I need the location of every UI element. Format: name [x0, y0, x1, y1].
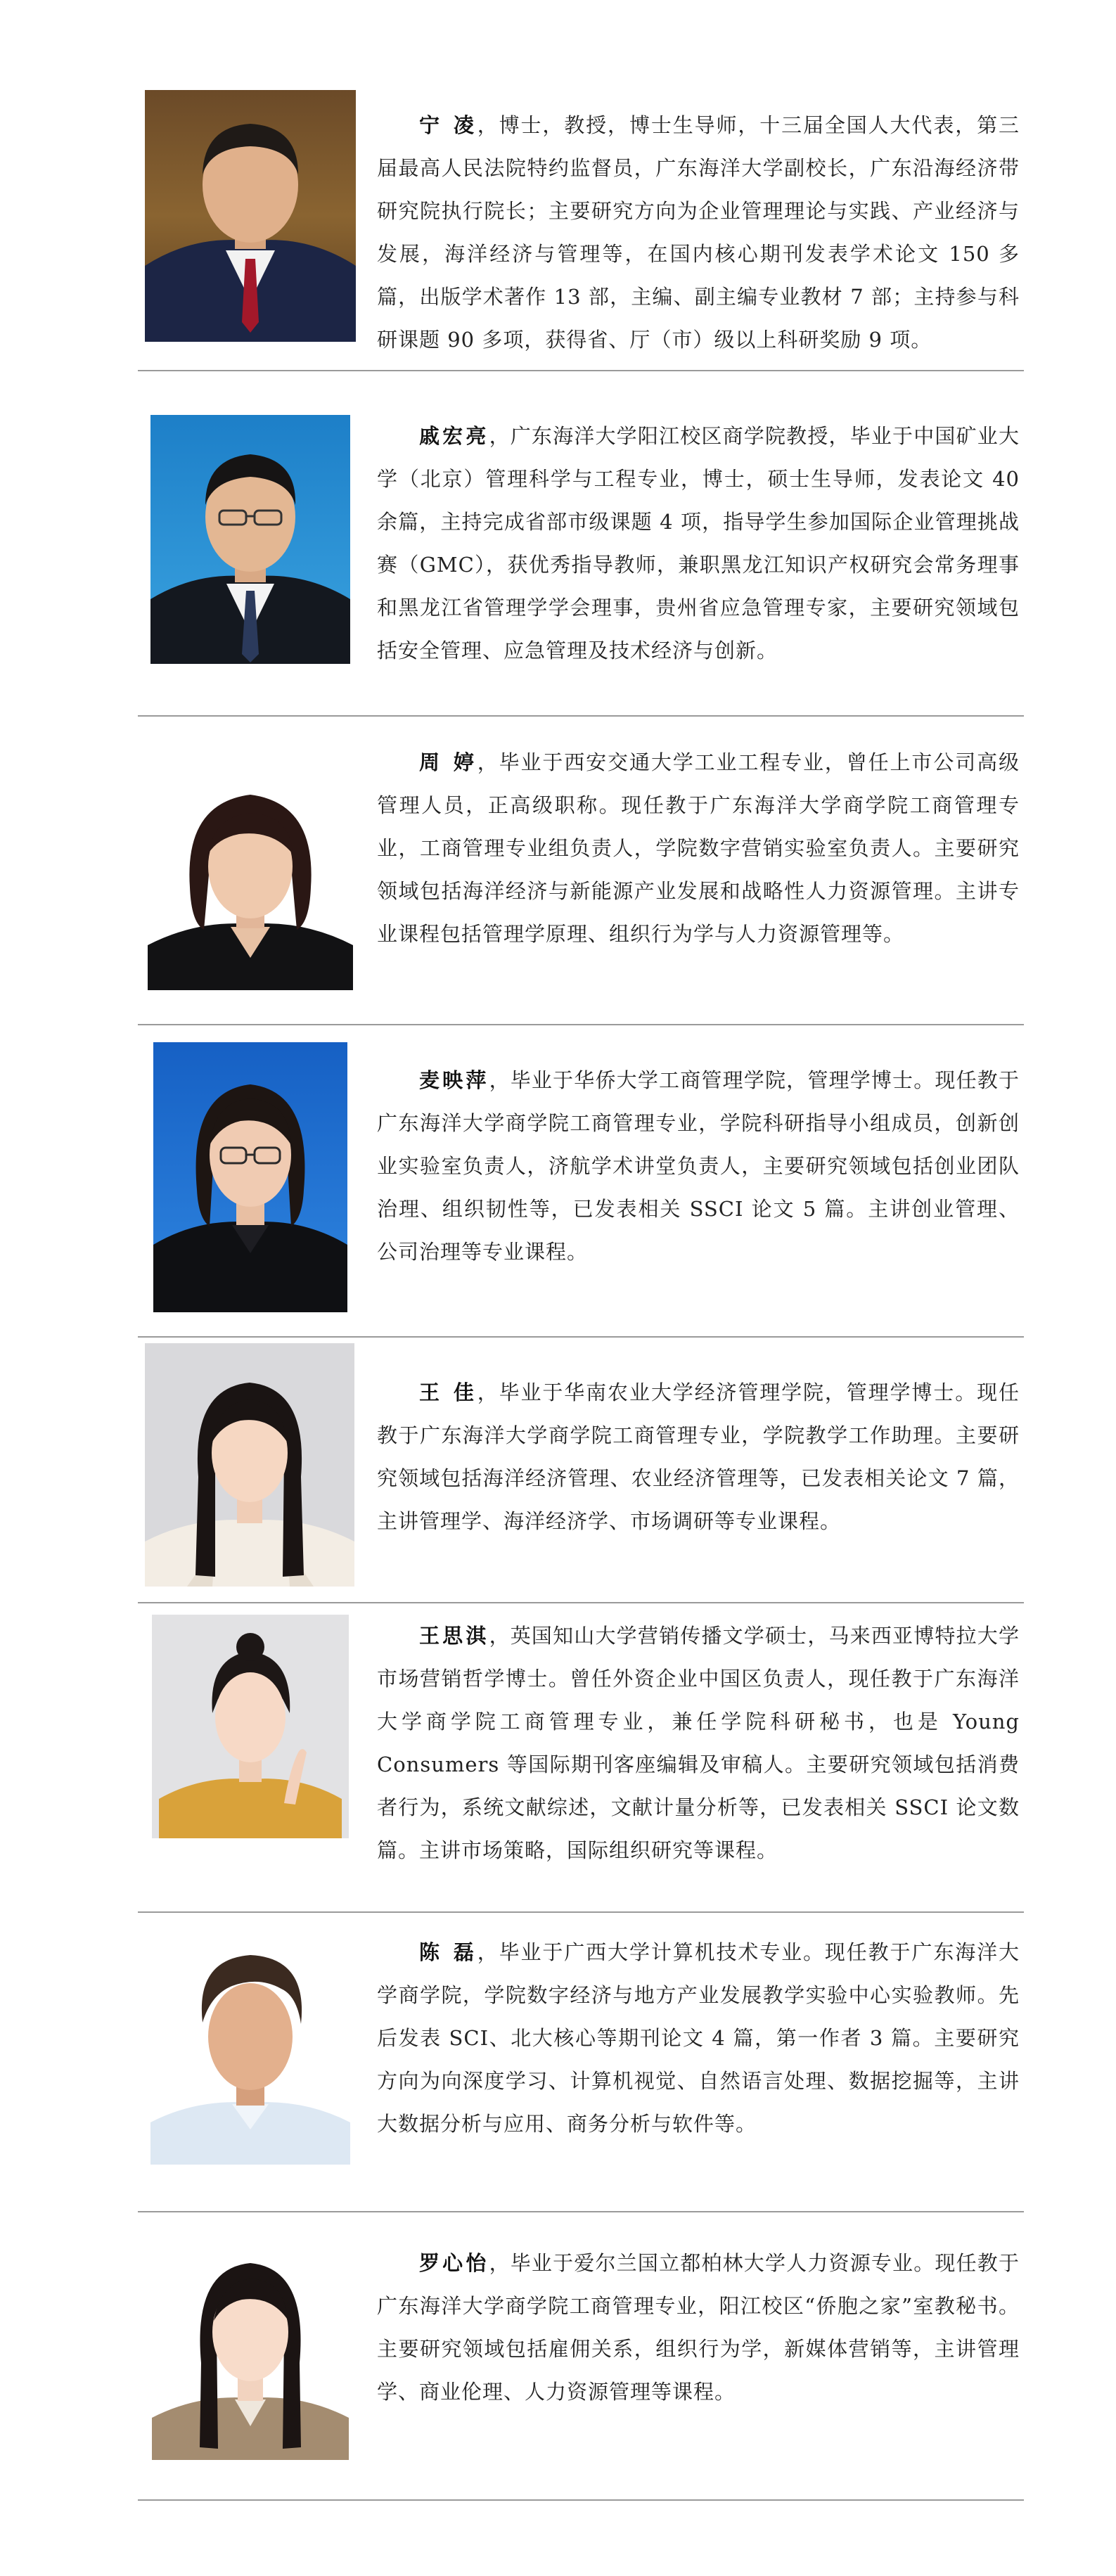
profile-divider-7: [138, 2211, 1024, 2212]
profile-text-6: ，英国知山大学营销传播文学硕士，马来西亚博特拉大学市场营销哲学博士。曾任外资企业中国区负责人，现任教于广东海洋大学商学院工商管理专业，兼任学院科研秘书，也是 Young Consumers 等国际期刊客座编辑及审稿人。主要研究领域包括消费者行为，系统文献综述，文献计量分析等，已发表相关 SSCI 论文数篇。主讲市场策略，国际组织研究等课程。: [377, 1624, 1020, 1862]
profile-photo-6: [152, 1615, 349, 1838]
profile-photo-4: [153, 1042, 347, 1312]
profile-text-2: ，广东海洋大学阳江校区商学院教授，毕业于中国矿业大学（北京）管理科学与工程专业，博士，硕士生导师，发表论文 40 余篇，主持完成省部市级课题 4 项，指导学生参加国际企业管理挑战赛（GMC），获优秀指导教师，兼职黑龙江知识产权研究会常务理事和黑龙江省管理学学会理事，贵州省应急管理专家，主要研究领域包括安全管理、应急管理及技术经济与创新。: [377, 424, 1020, 662]
profile-photo-3: [148, 761, 353, 990]
profile-text-7: ，毕业于广西大学计算机技术专业。现任教于广东海洋大学商学院，学院数字经济与地方产业发展教学实验中心实验教师。先后发表 SCI、北大核心等期刊论文 4 篇，第一作者 3 篇。主要研究方向为向深度学习、计算机视觉、自然语言处理、数据挖掘等，主讲大数据分析与应用、商务分析与软件等。: [377, 1940, 1020, 2136]
profile-name-7: 陈 磊: [419, 1940, 477, 1964]
profile-divider-3: [138, 1024, 1024, 1025]
profile-bio-6: [377, 1615, 1020, 1872]
profile-photo-1: [145, 90, 356, 342]
profile-text-1: ，博士，教授，博士生导师，十三届全国人大代表，第三届最高人民法院特约监督员，广东海洋大学副校长，广东沿海经济带研究院执行院长；主要研究方向为企业管理理论与实践、产业经济与发展，海洋经济与管理等，在国内核心期刊发表学术论文 150 多篇，出版学术著作 13 部，主编、副主编专业教材 7 部；主持参与科研课题 90 多项，获得省、厅（市）级以上科研奖励 9 项。: [377, 113, 1020, 352]
profile-name-2: 戚宏亮: [419, 424, 489, 448]
profile-bio-7: [377, 1931, 1020, 2146]
profile-bio-4: [377, 1059, 1020, 1274]
profile-divider-2: [138, 715, 1024, 717]
profile-photo-5: [145, 1343, 354, 1587]
profile-divider-8: [138, 2499, 1024, 2501]
profile-divider-6: [138, 1911, 1024, 1913]
profile-name-5: 王 佳: [419, 1380, 477, 1404]
profile-photo-7: [150, 1931, 350, 2165]
profile-text-8: ，毕业于爱尔兰国立都柏林大学人力资源专业。现任教于广东海洋大学商学院工商管理专业，阳江校区“侨胞之家”室教秘书。主要研究领域包括雇佣关系，组织行为学，新媒体营销等，主讲管理学、商业伦理、人力资源管理等课程。: [377, 2251, 1020, 2404]
profile-name-6: 王思淇: [419, 1624, 489, 1648]
profile-text-5: ，毕业于华南农业大学经济管理学院，管理学博士。现任教于广东海洋大学商学院工商管理专业，学院教学工作助理。主要研究领域包括海洋经济管理、农业经济管理等，已发表相关论文 7 篇，主讲管理学、海洋经济学、市场调研等专业课程。: [377, 1380, 1020, 1533]
profile-bio-1: [377, 104, 1020, 361]
profile-name-3: 周 婷: [419, 750, 477, 774]
profile-divider-5: [138, 1602, 1024, 1603]
profile-divider-1: [138, 370, 1024, 371]
profile-photo-8: [152, 2222, 349, 2460]
profile-photo-2: [150, 415, 350, 664]
profile-name-8: 罗心怡: [419, 2251, 489, 2275]
profile-text-3: ，毕业于西安交通大学工业工程专业，曾任上市公司高级管理人员，正高级职称。现任教于广东海洋大学商学院工商管理专业，工商管理专业组负责人，学院数字营销实验室负责人。主要研究领域包括海洋经济与新能源产业发展和战略性人力资源管理。主讲专业课程包括管理学原理、组织行为学与人力资源管理等。: [377, 750, 1020, 946]
profile-name-1: 宁 凌: [419, 113, 477, 137]
profile-bio-8: [377, 2242, 1020, 2414]
profile-bio-2: [377, 415, 1020, 672]
profile-text-4: ，毕业于华侨大学工商管理学院，管理学博士。现任教于广东海洋大学商学院工商管理专业，学院科研指导小组成员，创新创业实验室负责人，济航学术讲堂负责人，主要研究领域包括创业团队治理、组织韧性等，已发表相关 SSCI 论文 5 篇。主讲创业管理、公司治理等专业课程。: [377, 1068, 1020, 1264]
profile-bio-3: [377, 741, 1020, 956]
profile-name-4: 麦映萍: [419, 1068, 489, 1092]
profile-divider-4: [138, 1336, 1024, 1338]
profile-bio-5: [377, 1371, 1020, 1543]
